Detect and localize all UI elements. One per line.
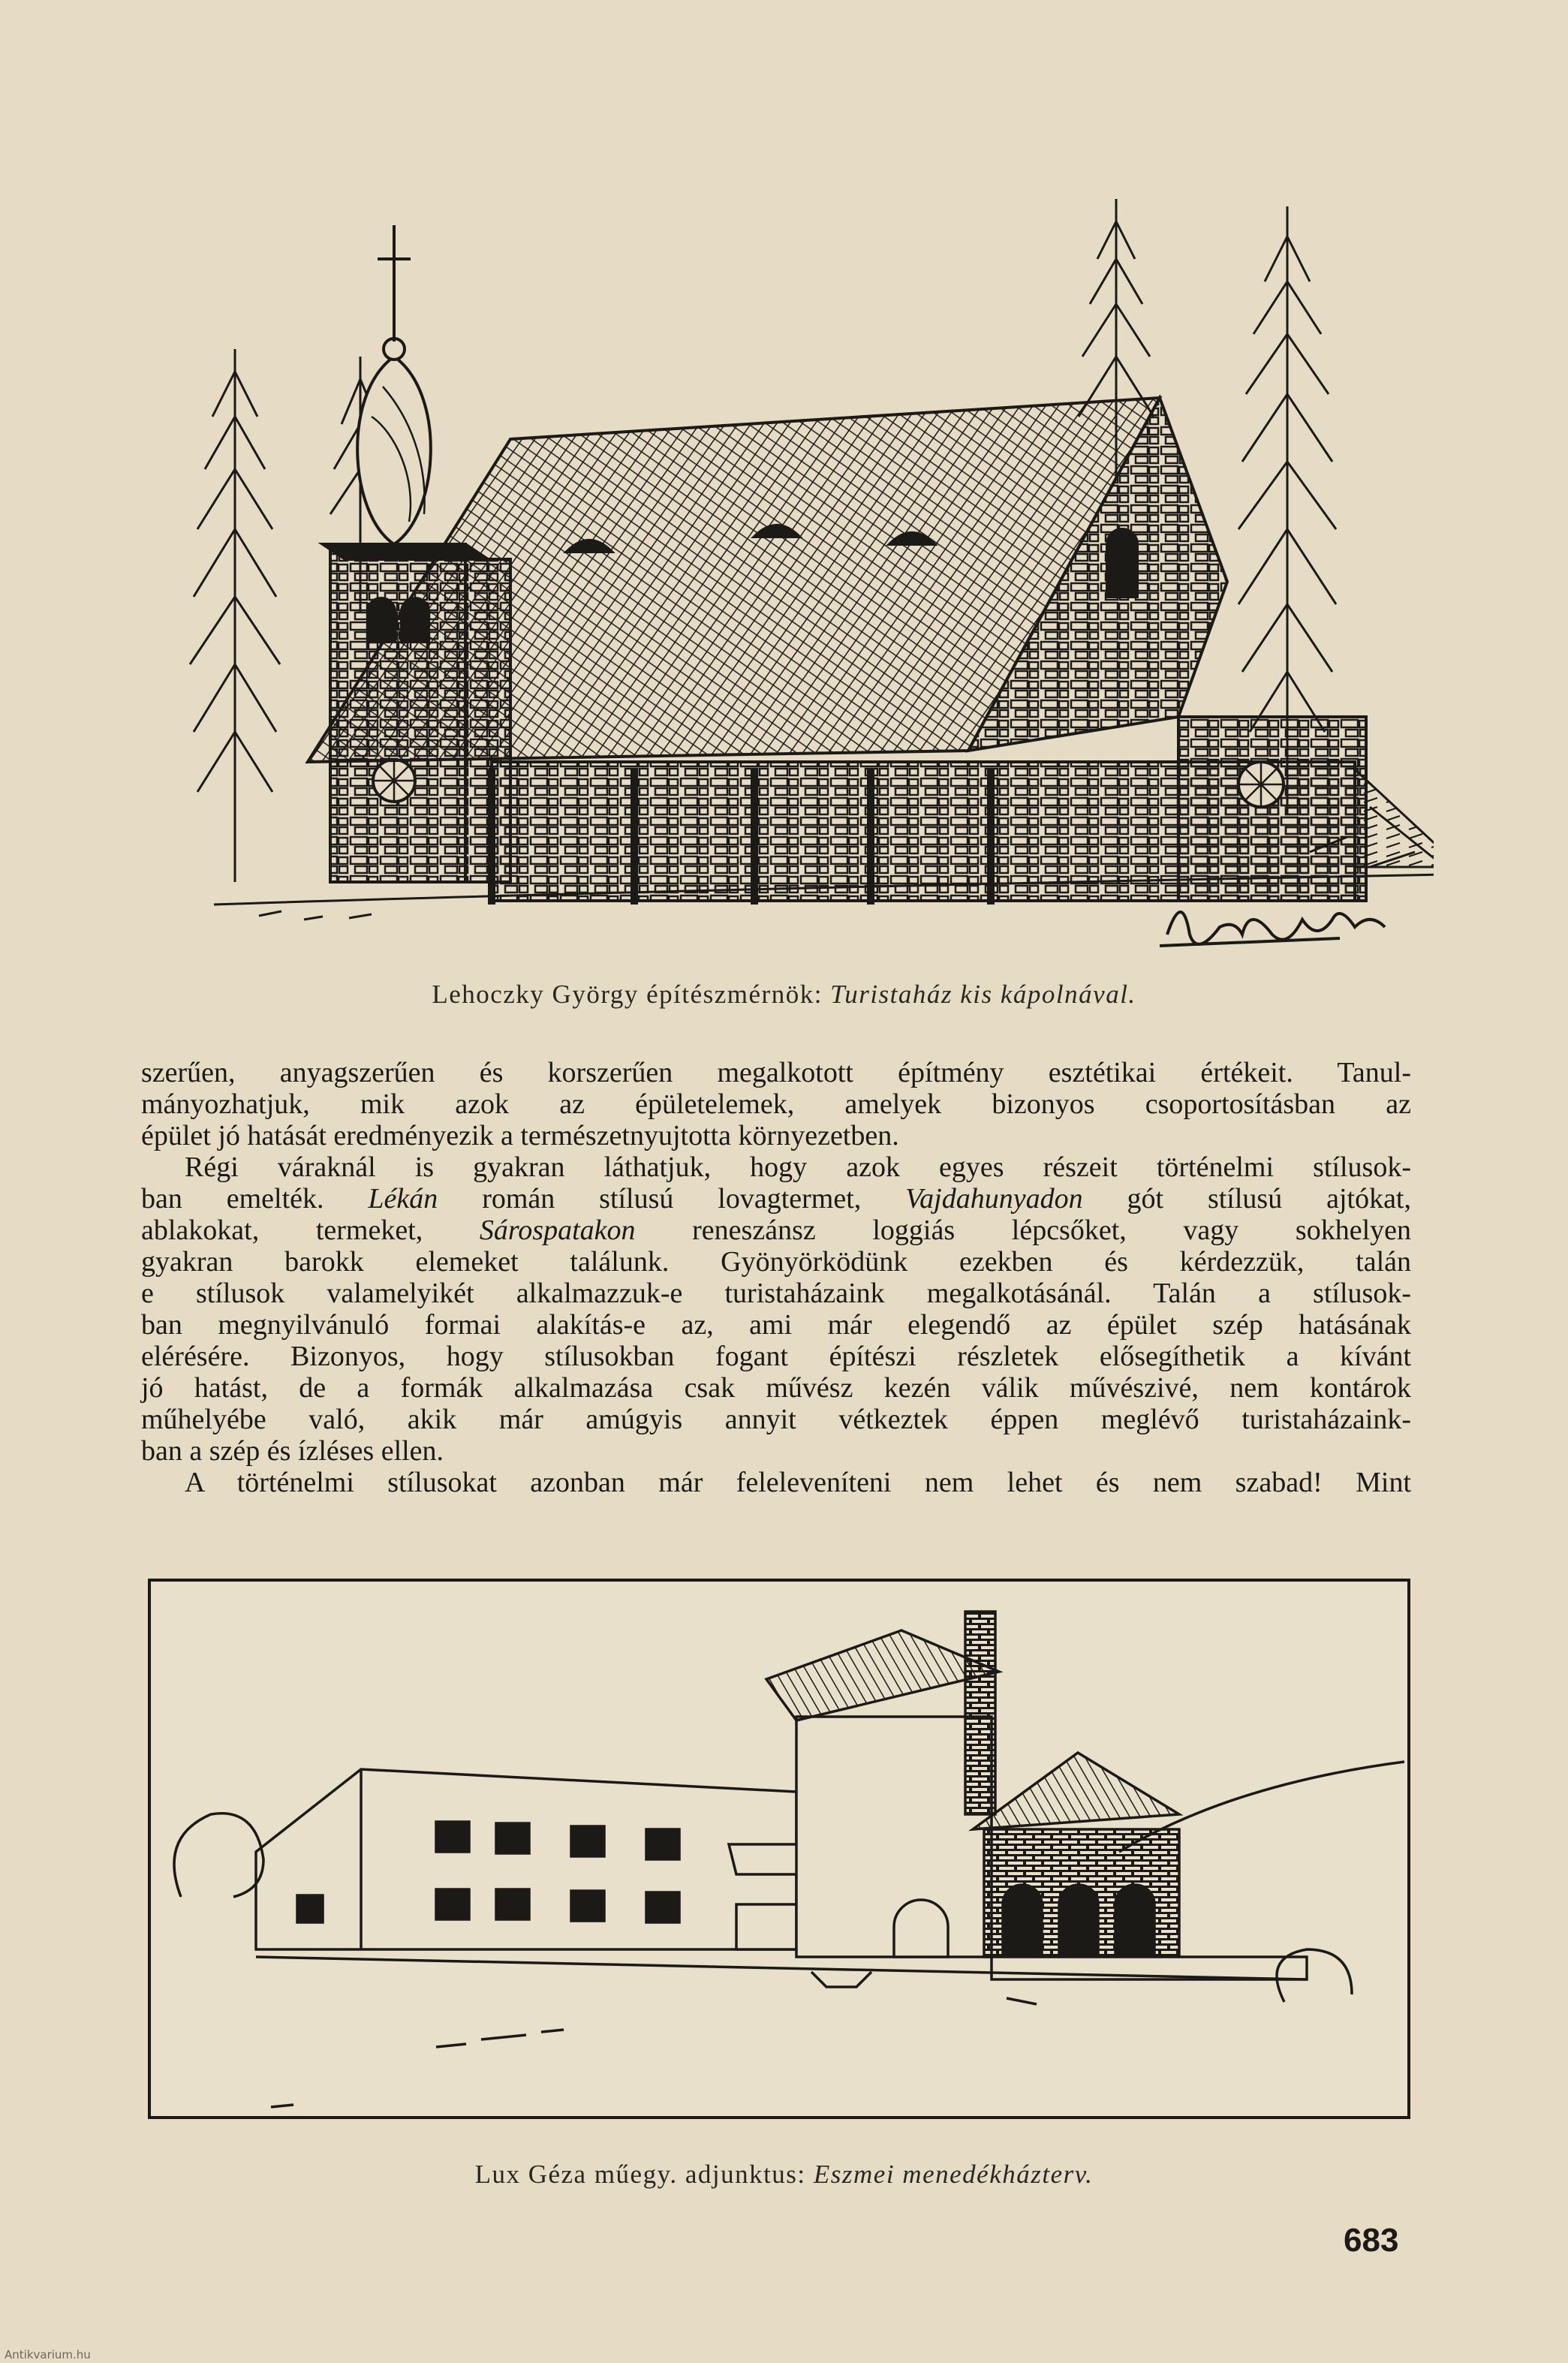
figure2-caption-title: Eszmei menedékházterv. xyxy=(813,2160,1094,2189)
place-leka: Lékán xyxy=(368,1183,438,1215)
watermark: Antikvarium.hu xyxy=(5,2348,91,2361)
body-text xyxy=(141,1057,1411,1498)
paragraph-1 xyxy=(141,1057,1411,1151)
paragraph-2 xyxy=(141,1151,1411,1467)
place-sarospatak: Sárospatakon xyxy=(479,1215,636,1246)
chapel-roof xyxy=(308,398,1227,762)
chapel-illustration xyxy=(169,191,1434,972)
text-line: mányozhatjuk, mik azok az épületelemek, amelyek bizonyos csoportosításban az xyxy=(141,1088,1411,1120)
artist-signature xyxy=(1160,912,1385,946)
text-line: ban a szép és ízléses ellen. xyxy=(141,1435,444,1467)
text-line: A történelmi stílusokat azonban már feleleveníteni nem lehet és nem szabad! Mint xyxy=(185,1467,1411,1498)
figure1-caption-author: Lehoczky György építészmérnök: xyxy=(432,980,823,1009)
text-line: e stílusok valamelyikét alkalmazzuk-e turistaházaink megalkotásánál. Talán a stílusok- xyxy=(141,1278,1411,1309)
paragraph-3 xyxy=(141,1467,1411,1498)
figure2-caption-author: Lux Géza műegy. adjunktus: xyxy=(474,2160,806,2189)
text-line: elérésére. Bizonyos, hogy stílusokban fogant építészi részletek elősegíthetik a kívánt xyxy=(141,1341,1411,1372)
figure1-caption xyxy=(0,980,1568,1010)
text-line: épület jó hatását eredményezik a természetnyujtotta környezetben. xyxy=(141,1120,899,1151)
figure1-caption-title: Turistaház kis kápolnával. xyxy=(830,980,1136,1009)
text-line: gyakran barokk elemeket találunk. Gyönyörködünk ezekben és kérdezzük, talán xyxy=(141,1246,1411,1278)
place-vajdahunyad: Vajdahunyadon xyxy=(905,1183,1083,1215)
text-line: szerűen, anyagszerűen és korszerűen megalkotott építmény esztétikai értékeit. Tanul- xyxy=(141,1057,1411,1088)
text-line: Régi váraknál is gyakran láthatjuk, hogy azok egyes részeit történelmi stílusok- xyxy=(185,1151,1411,1183)
text-line: ban emelték. Lékán román stílusú lovagtermet, Vajdahunyadon gót stílusú ajtókat, xyxy=(141,1183,1411,1215)
text-line: ban megnyilvánuló formai alakítás-e az, ami már elegendő az épület szép hatásának xyxy=(141,1309,1411,1341)
shelter-illustration xyxy=(148,1579,1410,2119)
text-line: jó hatást, de a formák alkalmazása csak művész kezén válik művészivé, nem kontárok xyxy=(141,1372,1411,1404)
figure2-caption xyxy=(0,2160,1568,2190)
text-line: ablakokat, termeket, Sárospatakon reneszánsz loggiás lépcsőket, vagy sokhelyen xyxy=(141,1215,1411,1246)
text-line: műhelyébe való, akik már amúgyis annyit vétkeztek éppen meglévő turistaházaink- xyxy=(141,1404,1411,1435)
page-number: 683 xyxy=(1344,2222,1399,2259)
